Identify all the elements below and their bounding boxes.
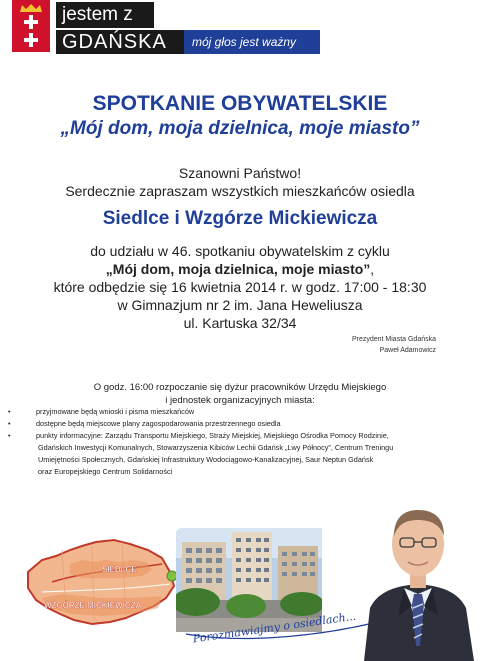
- services-list: [8, 406, 478, 478]
- details-line: które odbędzie się 16 kwietnia 2014 r. w godz. 17:00 - 18:30: [53, 279, 427, 295]
- cross-icon: [24, 33, 38, 47]
- mayor-portrait: [360, 496, 476, 661]
- cycle-name: „Mój dom, moja dzielnica, moje miasto”: [105, 261, 371, 277]
- greeting: [0, 164, 480, 200]
- logo-text-top: jestem z: [56, 2, 154, 28]
- greeting-line: Serdecznie zapraszam wszystkich mieszkańców osiedla: [65, 183, 415, 199]
- signature-name: Paweł Adamowicz: [379, 347, 436, 354]
- list-item: • dostępne będą miejscowe plany zagospodarowania przestrzennego osiedla: [8, 419, 281, 428]
- details-line: ul. Kartuska 32/34: [183, 315, 297, 331]
- logo-text-city: GDAŃSKA: [56, 30, 184, 54]
- details-line: do udziału w 46. spotkaniu obywatelskim z cyklu: [90, 243, 390, 259]
- list-item-continuation: Umiejętności Społecznych, Gdańskiej Infrastruktury Wodociągowo-Kanalizacyjnej, Saur Neptun Gdańsk: [38, 455, 374, 464]
- list-item-continuation: oraz Europejskiego Centrum Solidarności: [38, 467, 173, 476]
- cross-icon: [24, 15, 38, 29]
- map-label-siedlce: SIEDLCE: [102, 565, 137, 574]
- signature-role: Prezydent Miasta Gdańska: [351, 336, 436, 343]
- details-line: „Mój dom, moja dzielnica, moje miasto”,: [105, 261, 375, 277]
- page-subtitle: „Mój dom, moja dzielnica, moje miasto”: [60, 118, 420, 139]
- gdansk-crest-icon: [12, 0, 50, 52]
- duty-line: i jednostek organizacyjnych miasta:: [165, 395, 315, 406]
- list-item: • przyjmowane będą wnioski i pisma mieszkańców: [8, 407, 195, 416]
- campaign-logo: [12, 0, 312, 56]
- greeting-line: Szanowni Państwo!: [178, 165, 302, 181]
- district-name: Siedlce i Wzgórze Mickiewicza: [102, 208, 378, 229]
- page-title: SPOTKANIE OBYWATELSKIE: [92, 92, 388, 115]
- signature: [352, 334, 436, 356]
- district-map: [22, 520, 190, 628]
- list-item-continuation: Gdańskich Inwestycji Komunalnych, Stowarzyszenia Kibiców Lechii Gdańsk „Lwy Północy”, Centrum Treningu: [38, 443, 394, 452]
- duty-info: [0, 381, 480, 407]
- details-line: w Gimnazjum nr 2 im. Jana Heweliusza: [117, 297, 363, 313]
- handwritten-slogan: [182, 596, 382, 646]
- list-item: • punkty informacyjne: Zarządu Transportu Miejskiego, Straży Miejskiej, Miejskiego Ośrodka Pomocy Rodzinie,: [8, 431, 389, 440]
- handwriting-text: Porozmawiajmy o osiedlach...: [192, 609, 357, 646]
- crown-icon: [19, 3, 43, 13]
- duty-line: O godz. 16:00 rozpoczanie się dyżur pracowników Urzędu Miejskiego: [93, 382, 387, 393]
- meeting-details: [0, 242, 480, 332]
- map-label-wzgorze: WZGÓRZE MICKIEWICZA: [44, 601, 142, 610]
- logo-slogan: mój głos jest ważny: [184, 30, 320, 54]
